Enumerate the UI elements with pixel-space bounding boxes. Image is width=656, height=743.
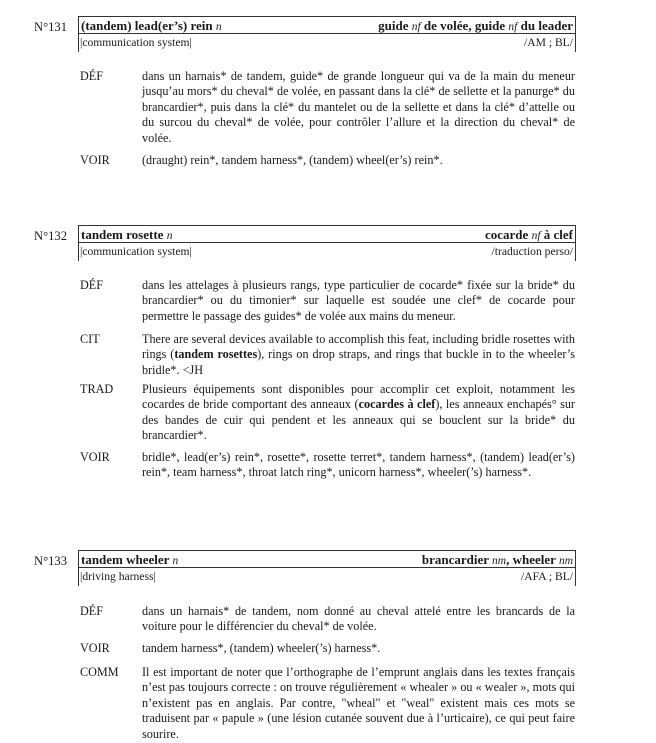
section-text: (draught) rein*, tandem harness*, (tandem) wheel(er’s) rein*. bbox=[142, 153, 443, 167]
section-text: dans un harnais* de tandem, guide* de grande longueur qui va de la main du meneur jusqu’au mors* du cheval* de volée, en passant dans la clé* de sellette et la panurge* du brancardier*, puis dans la clé* du mantelet ou de la sellette et dans la clé* d’attelle ou du surcou du cheval* de volée, pour contrôler l’allure et la direction du cheval* de volée. bbox=[142, 69, 575, 145]
section-text: bridle*, lead(er’s) rein*, rosette*, rosette terret*, tandem harness*, (tandem) lead(er’s) rein*, team harness*, throat latch ring*, unicorn harness*, wheeler(’s) harness*. bbox=[142, 450, 575, 480]
domain-label: |driving harness| bbox=[80, 570, 156, 583]
section-label: DÉF bbox=[80, 604, 104, 618]
entry-number: N°131 bbox=[34, 20, 68, 34]
section-label: TRAD bbox=[80, 382, 114, 396]
section-text: Il est important de noter que l’orthographe de l’emprunt anglais dans les textes français n’est pas toujours correcte : on trouve régulièrement « whealer » ou « wealer », mots qui n’existent pas en anglais. Par contre, "wheal" et "weal" existent mais ces mots se traduisent par « papule » (une lésion cutanée souvent due à l’urticaire), ce qui peut faire sourire. bbox=[142, 665, 575, 741]
domain-label: |communication system| bbox=[80, 245, 192, 258]
source-label: /AM ; BL/ bbox=[524, 36, 573, 49]
source-label: /AFA ; BL/ bbox=[521, 570, 573, 583]
section-label: DÉF bbox=[80, 278, 104, 292]
headword-en: (tandem) lead(er’s) rein n bbox=[81, 18, 222, 33]
headword-fr: guide nf de volée, guide nf du leader bbox=[378, 18, 573, 33]
source-label: /traduction perso/ bbox=[491, 245, 573, 258]
headword-fr: cocarde nf à clef bbox=[485, 227, 573, 242]
section-label: COMM bbox=[80, 665, 119, 679]
headword-en: tandem wheeler n bbox=[81, 552, 179, 567]
headword-en: tandem rosette n bbox=[81, 227, 173, 242]
entry-number: N°133 bbox=[34, 554, 68, 568]
section-label: VOIR bbox=[80, 450, 110, 464]
entry-number: N°132 bbox=[34, 229, 68, 243]
section-text: Plusieurs équipements sont disponibles pour accomplir cet exploit, notamment les cocardes de bride comportant des anneaux (cocardes à clef), les anneaux enchapés° sur des bandes de cuir qui pendent et les anneaux qui se bouclent sur la bride* du brancardier*. bbox=[142, 382, 575, 443]
entry-header bbox=[78, 550, 576, 586]
section-label: VOIR bbox=[80, 153, 110, 167]
entry-header bbox=[78, 16, 576, 52]
section-label: DÉF bbox=[80, 69, 104, 83]
domain-label: |communication system| bbox=[80, 36, 192, 49]
section-text: dans un harnais* de tandem, nom donné au cheval attelé entre les brancards de la voiture pour le différencier du cheval* de volée. bbox=[142, 604, 575, 634]
section-text: tandem harness*, (tandem) wheeler(’s) harness*. bbox=[142, 641, 381, 655]
entry-header bbox=[78, 225, 576, 261]
section-text: dans les attelages à plusieurs rangs, type particulier de cocarde* fixée sur la bride* du brancardier* ou du timonier* sur laquelle est soudée une clef* de cocarde pour permettre le passage des guides* de volée aux mains du meneur. bbox=[142, 278, 575, 323]
headword-fr: brancardier nm, wheeler nm bbox=[421, 552, 573, 567]
section-text: There are several devices available to accomplish this feat, including bridle rosettes with rings (tandem rosettes), rings on drop straps, and rings that buckle in to the wheeler’s bridle*. <JH bbox=[142, 332, 575, 377]
section-label: CIT bbox=[80, 332, 100, 346]
section-label: VOIR bbox=[80, 641, 110, 655]
